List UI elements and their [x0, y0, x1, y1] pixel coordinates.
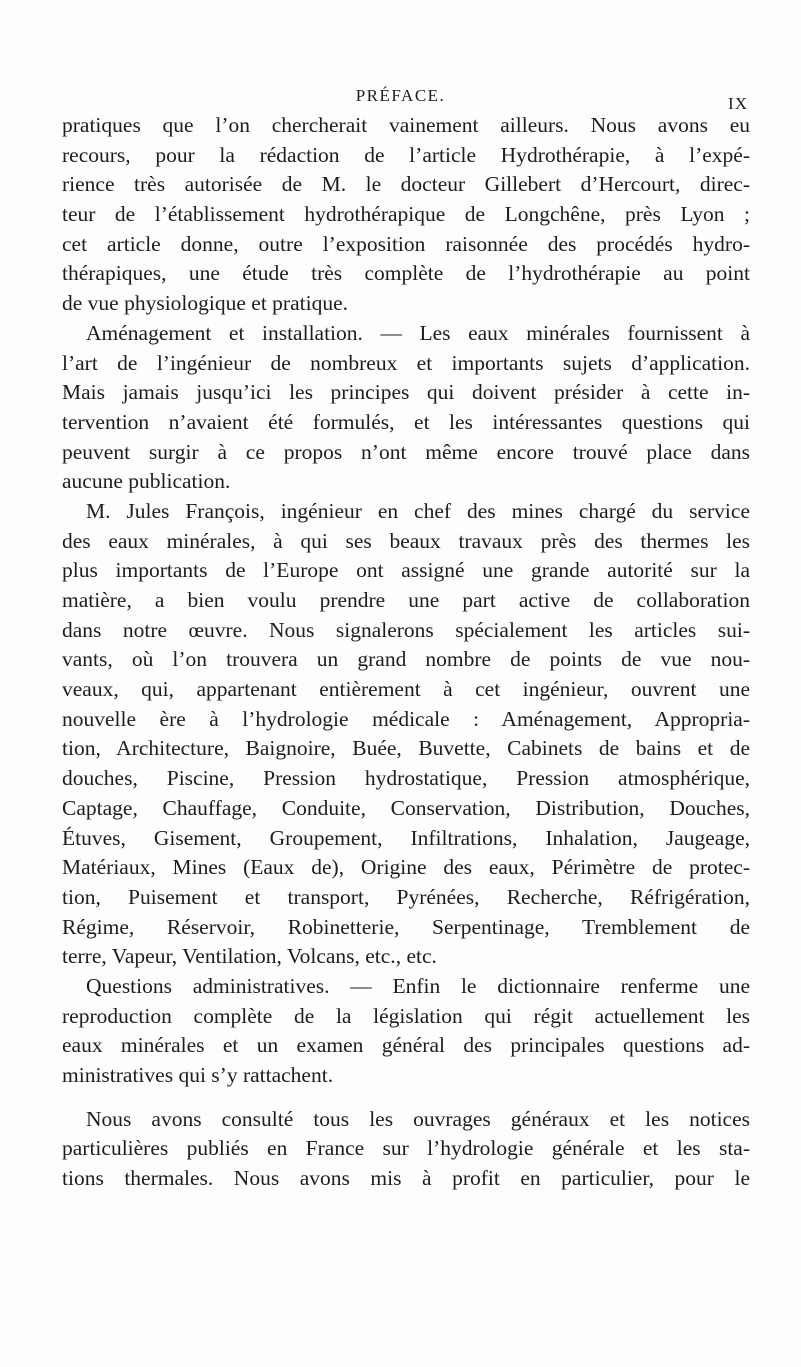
text-line: Matériaux, Mines (Eaux de), Origine des eaux, Périmètre de protec-: [62, 855, 750, 880]
text-line: nouvelle ère à l’hydrologie médicale : Aménagement, Appropria-: [62, 706, 750, 731]
text-line: eaux minérales et un examen général des principales questions ad-: [62, 1033, 750, 1058]
text-line: Nous avons consulté tous les ouvrages généraux et les notices: [86, 1106, 750, 1131]
text-line: terre, Vapeur, Ventilation, Volcans, etc., etc.: [62, 944, 437, 969]
text-line: particulières publiés en France sur l’hydrologie générale et les sta-: [62, 1136, 750, 1161]
text-line: tions thermales. Nous avons mis à profit en particulier, pour le: [62, 1166, 750, 1191]
text-line: plus importants de l’Europe ont assigné une grande autorité sur la: [62, 558, 750, 583]
text-line: pratiques que l’on chercherait vainement ailleurs. Nous avons eu: [62, 113, 750, 137]
text-line: cet article donne, outre l’exposition raisonnée des procédés hydro-: [62, 231, 750, 256]
text-line: peuvent surgir à ce propos n’ont même encore trouvé place dans: [62, 439, 750, 464]
body-text: [62, 111, 750, 1194]
text-line: l’art de l’ingénieur de nombreux et importants sujets d’application.: [62, 350, 750, 375]
running-head: PRÉFACE.: [355, 86, 446, 105]
text-line: Questions administratives. — Enfin le dictionnaire renferme une: [86, 973, 750, 998]
text-line: tervention n’avaient été formulés, et les intéressantes questions qui: [62, 409, 750, 434]
text-line: matière, a bien voulu prendre une part active de collaboration: [62, 588, 750, 612]
text-line: M. Jules François, ingénieur en chef des mines chargé du service: [86, 498, 750, 523]
text-line: tion, Puisement et transport, Pyrénées, Recherche, Réfrigération,: [62, 884, 750, 909]
text-line: thérapiques, une étude très complète de l’hydrothérapie au point: [62, 261, 750, 286]
text-line: tion, Architecture, Baignoire, Buée, Buvette, Cabinets de bains et de: [62, 736, 750, 761]
text-line: veaux, qui, appartenant entièrement à cet ingénieur, ouvrent une: [62, 677, 750, 702]
text-line: dans notre œuvre. Nous signalerons spécialement les articles sui-: [62, 617, 750, 642]
text-line: douches, Piscine, Pression hydrostatique, Pression atmosphérique,: [62, 766, 750, 791]
text-line: de vue physiologique et pratique.: [62, 291, 348, 316]
page-number: IX: [728, 94, 748, 113]
text-line: teur de l’établissement hydrothérapique de Longchêne, près Lyon ;: [62, 202, 750, 227]
text-line: des eaux minérales, à qui ses beaux travaux près des thermes les: [62, 528, 750, 553]
text-line: aucune publication.: [62, 469, 231, 494]
text-line: recours, pour la rédaction de l’article Hydrothérapie, à l’expé-: [62, 142, 750, 167]
paragraph-gap: [62, 1091, 750, 1105]
text-line: ministratives qui s’y rattachent.: [62, 1063, 334, 1087]
text-line: rience très autorisée de M. le docteur Gillebert d’Hercourt, direc-: [62, 172, 750, 197]
text-line: reproduction complète de la législation qui régit actuellement les: [62, 1003, 750, 1028]
text-line: Mais jamais jusqu’ici les principes qui doivent présider à cette in-: [62, 380, 750, 405]
text-line: Étuves, Gisement, Groupement, Infiltrations, Inhalation, Jaugeage,: [62, 825, 750, 850]
text-line: Aménagement et installation. — Les eaux minérales fournissent à: [86, 320, 750, 345]
text-line: Captage, Chauffage, Conduite, Conservation, Distribution, Douches,: [62, 795, 750, 820]
text-line: Régime, Réservoir, Robinetterie, Serpentinage, Tremblement de: [62, 914, 750, 939]
text-line: vants, où l’on trouvera un grand nombre de points de vue nou-: [62, 647, 750, 672]
